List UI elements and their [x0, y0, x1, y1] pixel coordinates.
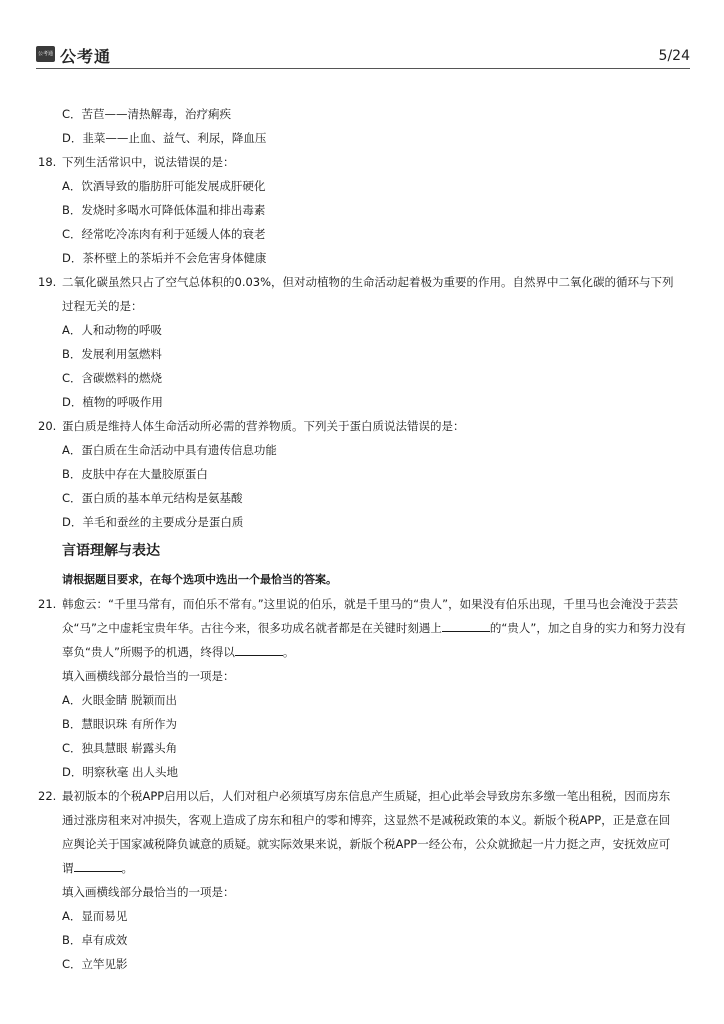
- question-22-line3: 应舆论关于国家减税降负诚意的质疑。就实际效果来说，新版个税APP一经公布，公众就掀起一片力挺之声，安抚效应可: [62, 837, 671, 851]
- question-number: 21.: [38, 597, 57, 611]
- question-text: 谓: [62, 861, 74, 875]
- logo-badge: 公考通: [36, 46, 55, 62]
- question-22-prompt: 填入画横线部分最恰当的一项是：: [62, 885, 235, 899]
- q21-option-a: A．火眼金睛 脱颖而出: [62, 693, 178, 707]
- q19-option-a: A．人和动物的呼吸: [62, 323, 162, 337]
- q21-option-b: B．慧眼识珠 有所作为: [62, 717, 178, 731]
- q22-option-a: A．显而易见: [62, 909, 128, 923]
- q18-option-d: D．茶杯壁上的茶垢并不会危害身体健康: [62, 251, 267, 265]
- question-text: 下列生活常识中，说法错误的是：: [62, 155, 235, 169]
- fill-blank: [74, 857, 122, 872]
- question-21-line3: [38, 640, 698, 664]
- document-body: [38, 102, 698, 976]
- q18-option-a: A．饮酒导致的脂肪肝可能发展成肝硬化: [62, 179, 266, 193]
- header-divider: [36, 68, 690, 69]
- question-18-stem: [38, 150, 698, 174]
- q20-option-d: D．羊毛和蚕丝的主要成分是蛋白质: [62, 515, 244, 529]
- q20-option-c: C．蛋白质的基本单元结构是氨基酸: [62, 491, 243, 505]
- question-text: 。: [121, 861, 133, 875]
- logo-text: 公考通: [60, 47, 112, 66]
- question-number: 18.: [38, 155, 57, 169]
- q18-option-c: C．经常吃冷冻肉有利于延缓人体的衰老: [62, 227, 266, 241]
- question-number: 22.: [38, 789, 57, 803]
- q22-option-c: C．立竿见影: [62, 957, 128, 971]
- question-22-line2: 通过涨房租来对冲损失，客观上造成了房东和租户的零和博弈，这显然不是减税政策的本义。新版个税APP，正是意在回: [62, 813, 671, 827]
- question-text: 众“马”之中虚耗宝贵年华。古往今来，很多功成名就者都是在关键时刻遇上: [62, 621, 442, 635]
- question-text: 韩愈云：“千里马常有，而伯乐不常有。”这里说的伯乐，就是千里马的“贵人”，如果没有伯乐出现，千里马也会淹没于芸芸: [62, 597, 679, 611]
- question-text: 辜负“贵人”所赐予的机遇，终得以: [62, 645, 235, 659]
- fill-blank: [235, 641, 283, 656]
- q18-option-b: B．发烧时多喝水可降低体温和排出毒素: [62, 203, 266, 217]
- q19-option-c: C．含碳燃料的燃烧: [62, 371, 163, 385]
- question-number: 20.: [38, 419, 57, 433]
- question-text: 的“贵人”，加之自身的实力和努力没有: [489, 621, 686, 635]
- q20-option-b: B．皮肤中存在大量胶原蛋白: [62, 467, 208, 481]
- question-text: 二氧化碳虽然只占了空气总体积的0.03%，但对动植物的生命活动起着极为重要的作用。自然界中二氧化碳的循环与下列: [62, 275, 674, 289]
- question-21-prompt: 填入画横线部分最恰当的一项是：: [62, 669, 235, 683]
- q19-option-b: B．发展利用氢燃料: [62, 347, 162, 361]
- question-text: 。: [282, 645, 295, 659]
- question-text: 最初版本的个税APP启用以后，人们对租户必须填写房东信息产生质疑，担心此举会导致房东多缴一笔出租税，因而房东: [62, 789, 671, 803]
- section-title: 言语理解与表达: [62, 543, 160, 559]
- fill-blank: [442, 617, 490, 632]
- option-d-prev: D．韭菜——止血、益气、利尿，降血压: [62, 131, 267, 145]
- option-c-prev: C．苦苣——清热解毒，治疗痢疾: [62, 107, 232, 121]
- q22-option-b: B．卓有成效: [62, 933, 128, 947]
- question-text: 蛋白质是维持人体生命活动所必需的营养物质。下列关于蛋白质说法错误的是：: [62, 419, 465, 433]
- page-number: 5/24: [658, 48, 690, 64]
- page-header: [36, 46, 690, 70]
- question-22-line4: [38, 856, 698, 880]
- q21-option-c: C．独具慧眼 崭露头角: [62, 741, 178, 755]
- question-19-stem: [38, 270, 698, 294]
- q20-option-a: A．蛋白质在生命活动中具有遗传信息功能: [62, 443, 277, 457]
- q21-option-d: D．明察秋毫 出人头地: [62, 765, 179, 779]
- question-number: 19.: [38, 275, 57, 289]
- question-21-line2: [38, 616, 698, 640]
- question-20-stem: [38, 414, 698, 438]
- question-22-stem: [38, 784, 698, 808]
- section-instruction: 请根据题目要求，在每个选项中选出一个最恰当的答案。: [62, 573, 337, 586]
- q19-option-d: D．植物的呼吸作用: [62, 395, 163, 409]
- question-19-stem-cont: 过程无关的是：: [62, 299, 143, 313]
- question-21-stem: [38, 592, 698, 616]
